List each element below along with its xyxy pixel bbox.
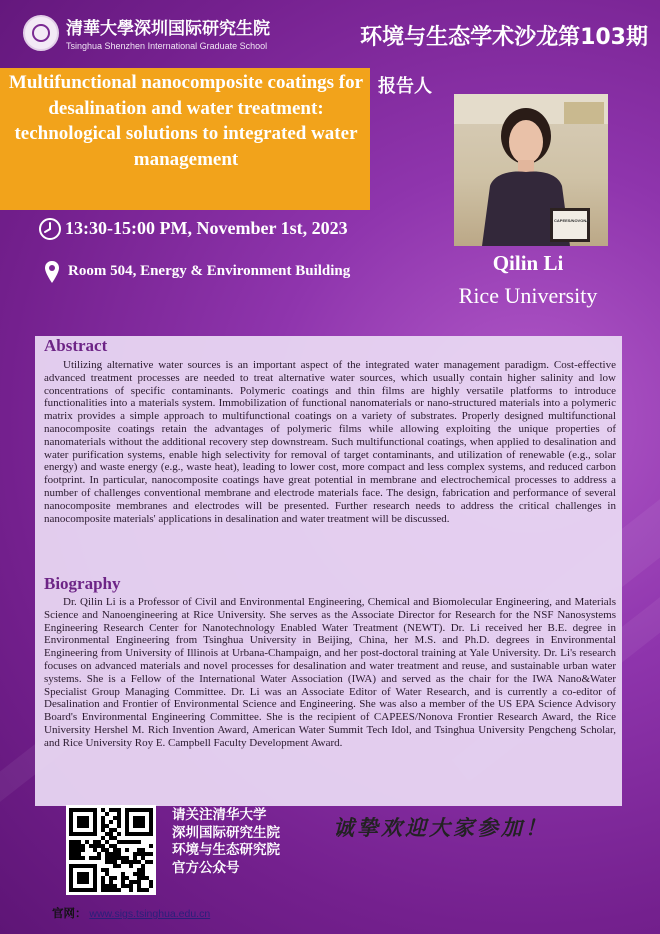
talk-title: Multifunctional nanocomposite coatings for desalination and water treatment: technological solutions to integrated water management	[8, 72, 364, 170]
abstract-text: Utilizing alternative water sources is an important aspect of the integrated water management paradigm. Cost-effective advanced treatment processes are needed to treat alternative water sources, which usually contain higher salinity and low concentrations of specific contaminants. Polymeric coatings and thin films are highly versatile platforms to introduce functionalities into a materials system. Immobilization of functional nanomaterials or nano-structured materials into a polymeric matrix provides a simple approach to multifunctional coatings on a variety of substrates. Properly designed multifunctional nanocomposite coatings retain the advantages of polymeric films while allowing exploiting the unique properties of nanomaterials without the additional recovery step downstream. Such multifunctional coatings, when applied to desalination and water purification systems, enable high selectivity for removal of target contaminants, and utilization of renewable (e.g., solar energy) and waste energy (e.g., waste heat), leading to lower cost, more compact and less complex systems, and reduced carbon footprint. In particular, nanocomposite coatings have great potential in membrane and electrochemical processes to address a number of challenges conventional membrane and electrode materials face. The design, fabrication and performance of several nanocomposite membranes and electrodes will be presented. Further research needs to address the critical challenges in nanocomposite materials' applications in desalination and water treatment will be discussed.	[44, 359, 616, 525]
speaker-photo	[454, 94, 608, 246]
institution-name-en: Tsinghua Shenzhen International Graduate School	[66, 41, 268, 51]
talk-time: 13:30-15:00 PM, November 1st, 2023	[65, 218, 348, 238]
welcome-text: 诚挚欢迎大家参加！	[333, 815, 549, 840]
website-row	[52, 905, 210, 921]
biography-heading: Biography	[44, 574, 121, 593]
award-plaque-text: CAPEES/NOVONA	[554, 218, 590, 223]
abstract-heading: Abstract	[44, 336, 108, 355]
qr-code-image	[69, 808, 153, 892]
institution-name-cn: 清華大學深圳国际研究生院	[66, 19, 270, 39]
biography-text: Dr. Qilin Li is a Professor of Civil and Environmental Engineering, Chemical and Biomolecular Engineering, and Materials Science and Nanoengineering at Rice University. She serves as the Associate Director for Research for the NSF Nanosystems Engineering Research Center for Nanotechnology Enabled Water Treatment (NEWT). Dr. Li received her B.E. degree in Environmental Engineering from Tsinghua University in Beijing, China, her M.S. and Ph.D. degrees in Environmental Engineering from University of Illinois at Urbana-Champaign, and her post-doctoral training at Yale University. Dr. Li's research focuses on advanced materials and novel processes for desalination and water treatment and reuse, and sustainable urban water systems. She is a Fellow of the International Water Association (IWA) and served as the chair for the IWA Nano&Water Specialist Group Managing Committee. Dr. Li was an Associate Editor of Water Research, and is currently a co-editor of Desalination and Frontier of Environmental Science and Engineering. She was also a member of the US EPA Science Advisory Board's Environmental Engineering Committee. She is the recipient of CAPEES/Nonova Frontier Research Award, the Rice University Hershel M. Rich Invention Award, American Water Summit Tech Idol, and Tsinghua University Pengcheng Scholar, and Rice University Roy E. Campbell Faculty Development Award.	[44, 596, 616, 749]
speaker-portrait	[454, 94, 608, 246]
content-panel	[35, 336, 622, 806]
website-link[interactable]: www.sigs.tsinghua.edu.cn	[89, 908, 211, 920]
website-label: 官网：	[52, 908, 87, 920]
speaker-affiliation: Rice University	[458, 283, 598, 308]
tsinghua-seal-logo	[23, 15, 59, 51]
talk-title-box	[0, 68, 370, 210]
location-pin-icon	[44, 260, 60, 284]
talk-room: Room 504, Energy & Environment Building	[68, 263, 351, 279]
speaker-label: 报告人	[378, 76, 432, 97]
series-title: 环境与生态学术沙龙第103期	[360, 25, 648, 50]
speaker-name: Qilin Li	[492, 251, 564, 275]
qr-code[interactable]	[66, 805, 156, 895]
clock-icon	[38, 217, 62, 241]
header	[0, 0, 660, 66]
follow-account-text: 请关注清华大学 深圳国际研究生院 环境与生态研究院 官方公众号	[172, 807, 280, 876]
